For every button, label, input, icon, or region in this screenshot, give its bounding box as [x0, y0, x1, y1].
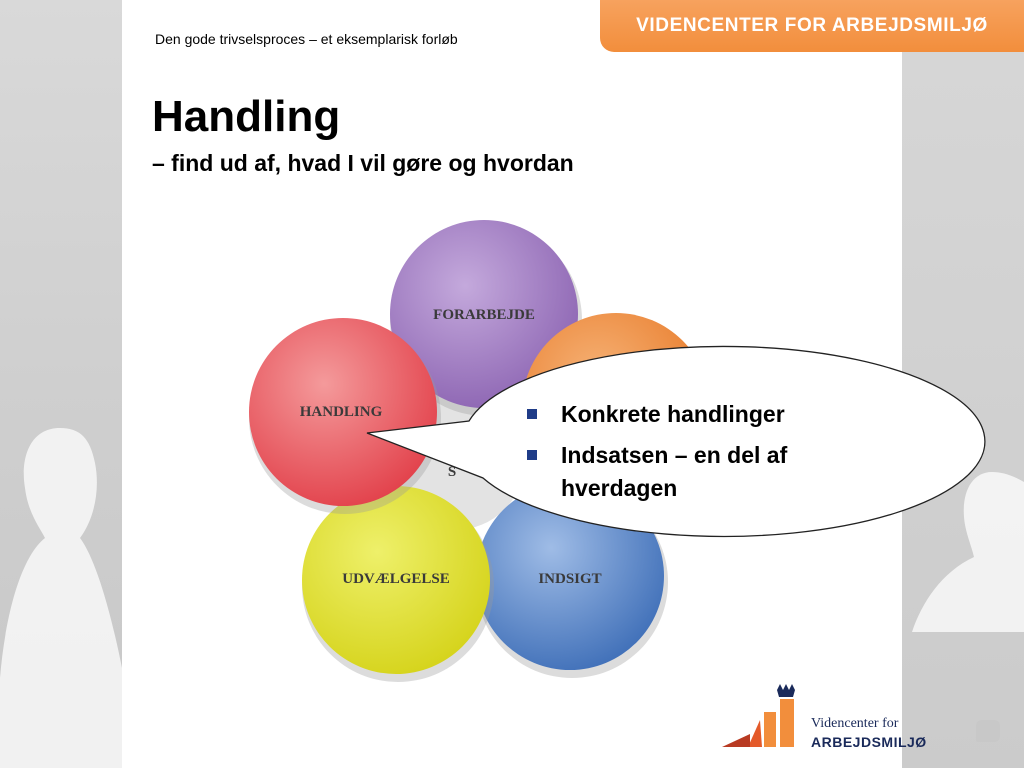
presentation-subtitle: Den gode trivselsproces – et eksemplarisk forløb [155, 31, 458, 47]
label-forarbejde: FORARBEJDE [433, 307, 535, 323]
page-title: Handling [152, 92, 341, 141]
logo-text-line2: ARBEJDSMILJØ [811, 734, 927, 750]
list-item [525, 439, 865, 505]
label-indsigt: INDSIGT [538, 571, 602, 587]
label-udvaelgelse: UDVÆLGELSE [342, 571, 450, 587]
logo-text-line1: Videncenter for [811, 716, 899, 731]
callout-bullet-list [525, 398, 865, 513]
page-subtitle: – find ud af, hvad I vil gøre og hvordan [152, 150, 574, 176]
square-bullet-icon [527, 450, 537, 460]
label-center-fragment: S [447, 464, 457, 480]
crown-bars-logo-icon [720, 682, 810, 752]
organization-banner: VIDENCENTER FOR ARBEJDSMILJØ [600, 0, 1024, 52]
list-item [525, 398, 865, 431]
label-handling: HANDLING [299, 404, 383, 420]
callout-item-text: Indsatsen – en del af hverdagen [561, 442, 788, 501]
callout-item-text: Konkrete handlinger [561, 401, 785, 427]
corner-decoration [976, 720, 1000, 742]
square-bullet-icon [527, 409, 537, 419]
